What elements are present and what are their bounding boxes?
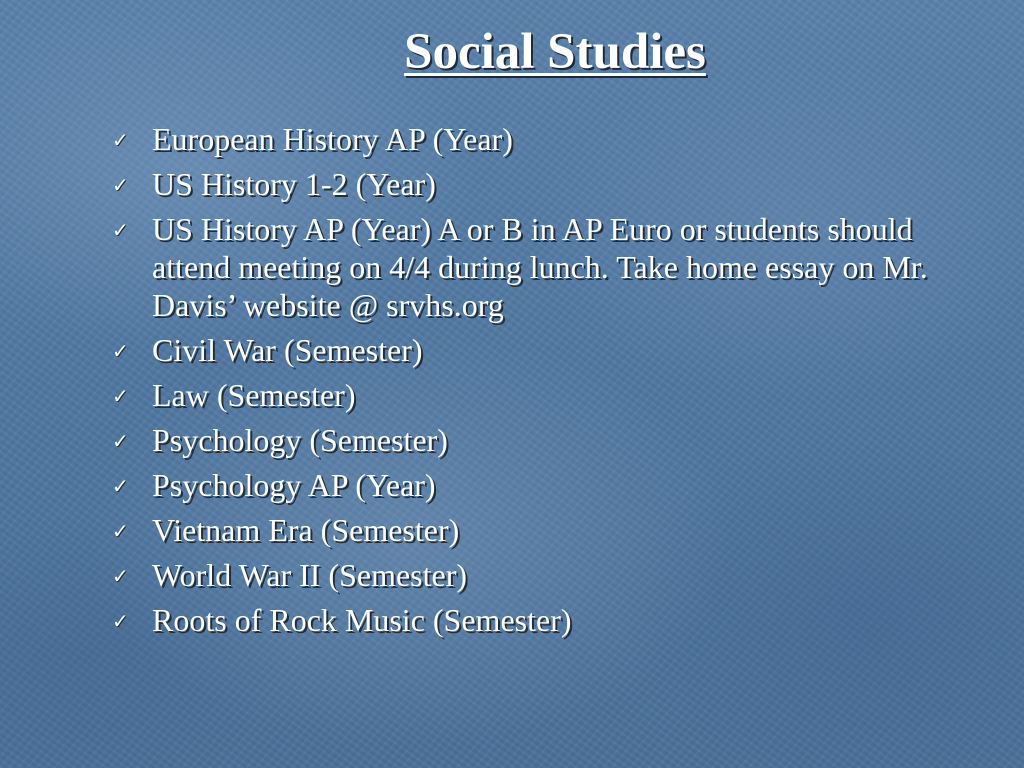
list-item — [112, 210, 972, 324]
check-icon: ✓ — [112, 173, 129, 197]
list-item-text: World War II (Semester) — [152, 557, 468, 593]
list-item-text: European History AP (Year) — [152, 121, 513, 157]
check-icon: ✓ — [112, 384, 129, 408]
list-item — [112, 331, 972, 369]
list-item — [112, 511, 972, 549]
list-item — [112, 556, 972, 594]
list-item — [112, 120, 972, 158]
check-icon: ✓ — [112, 609, 129, 633]
list-item — [112, 421, 972, 459]
check-icon: ✓ — [112, 128, 129, 152]
list-item-text: Roots of Rock Music (Semester) — [152, 602, 572, 638]
check-icon: ✓ — [112, 564, 129, 588]
check-icon: ✓ — [112, 218, 129, 242]
list-item-text: US History AP (Year) A or B in AP Euro or students should attend meeting on 4/4 during lunch. Take home essay on Mr. Davis’ website @ srvhs.org — [152, 211, 928, 323]
list-item-text: Law (Semester) — [152, 377, 356, 413]
list-item-text: Psychology (Semester) — [152, 422, 448, 458]
list-item-text: Psychology AP (Year) — [152, 467, 436, 503]
check-icon: ✓ — [112, 519, 129, 543]
check-icon: ✓ — [112, 339, 129, 363]
course-list — [112, 120, 972, 646]
slide-title: Social Studies — [404, 24, 706, 80]
check-icon: ✓ — [112, 429, 129, 453]
list-item — [112, 165, 972, 203]
list-item-text: US History 1-2 (Year) — [152, 166, 436, 202]
list-item-text: Civil War (Semester) — [152, 332, 423, 368]
list-item-text: Vietnam Era (Semester) — [152, 512, 460, 548]
check-icon: ✓ — [112, 474, 129, 498]
list-item — [112, 466, 972, 504]
list-item — [112, 601, 972, 639]
list-item — [112, 376, 972, 414]
